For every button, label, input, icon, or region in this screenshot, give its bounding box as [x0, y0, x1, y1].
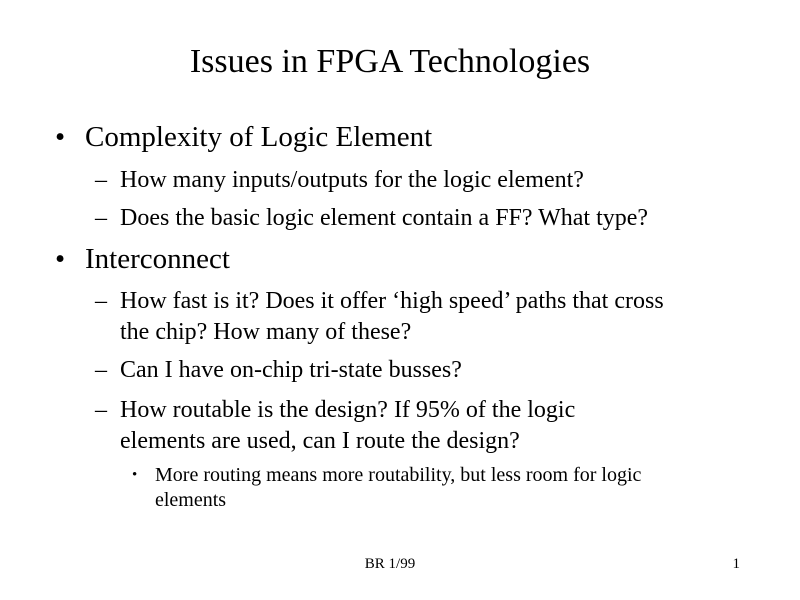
bullet-icon: •	[55, 243, 66, 275]
dash-bullet-icon: –	[95, 167, 107, 193]
list-item-text: How many inputs/outputs for the logic element?	[120, 167, 584, 193]
list-item-tristate	[95, 355, 735, 386]
section-heading-text: Interconnect	[85, 243, 230, 275]
sub-item-routing-tradeoff	[132, 463, 712, 513]
list-item-text: Can I have on-chip tri-state busses?	[120, 357, 462, 383]
section-heading-text: Complexity of Logic Element	[85, 121, 433, 153]
slide-title: Issues in FPGA Technologies	[189, 43, 591, 80]
section-heading-complexity	[55, 120, 775, 154]
list-item-inputs-outputs	[95, 165, 735, 196]
dash-bullet-icon: –	[95, 205, 107, 231]
dash-bullet-icon: –	[95, 357, 107, 383]
list-item-text: Does the basic logic element contain a FF? What type?	[120, 205, 649, 231]
footer-date: BR 1/99	[364, 556, 416, 572]
list-item-routability	[95, 395, 655, 457]
list-item-speed	[95, 286, 675, 348]
dash-bullet-icon: –	[95, 397, 107, 423]
dash-bullet-icon: –	[95, 288, 107, 314]
bullet-icon: •	[55, 121, 66, 153]
list-item-text: How fast is it? Does it offer ‘high speed’ paths that cross the chip? How many of these?	[120, 288, 664, 345]
list-item-ff-type	[95, 203, 735, 234]
section-heading-interconnect	[55, 242, 775, 276]
small-bullet-icon: •	[132, 467, 138, 483]
page-number: 1	[732, 556, 740, 572]
list-item-text: How routable is the design? If 95% of the logic elements are used, can I route the design?	[120, 397, 576, 454]
sub-item-text: More routing means more routability, but less room for logic elements	[155, 464, 642, 511]
